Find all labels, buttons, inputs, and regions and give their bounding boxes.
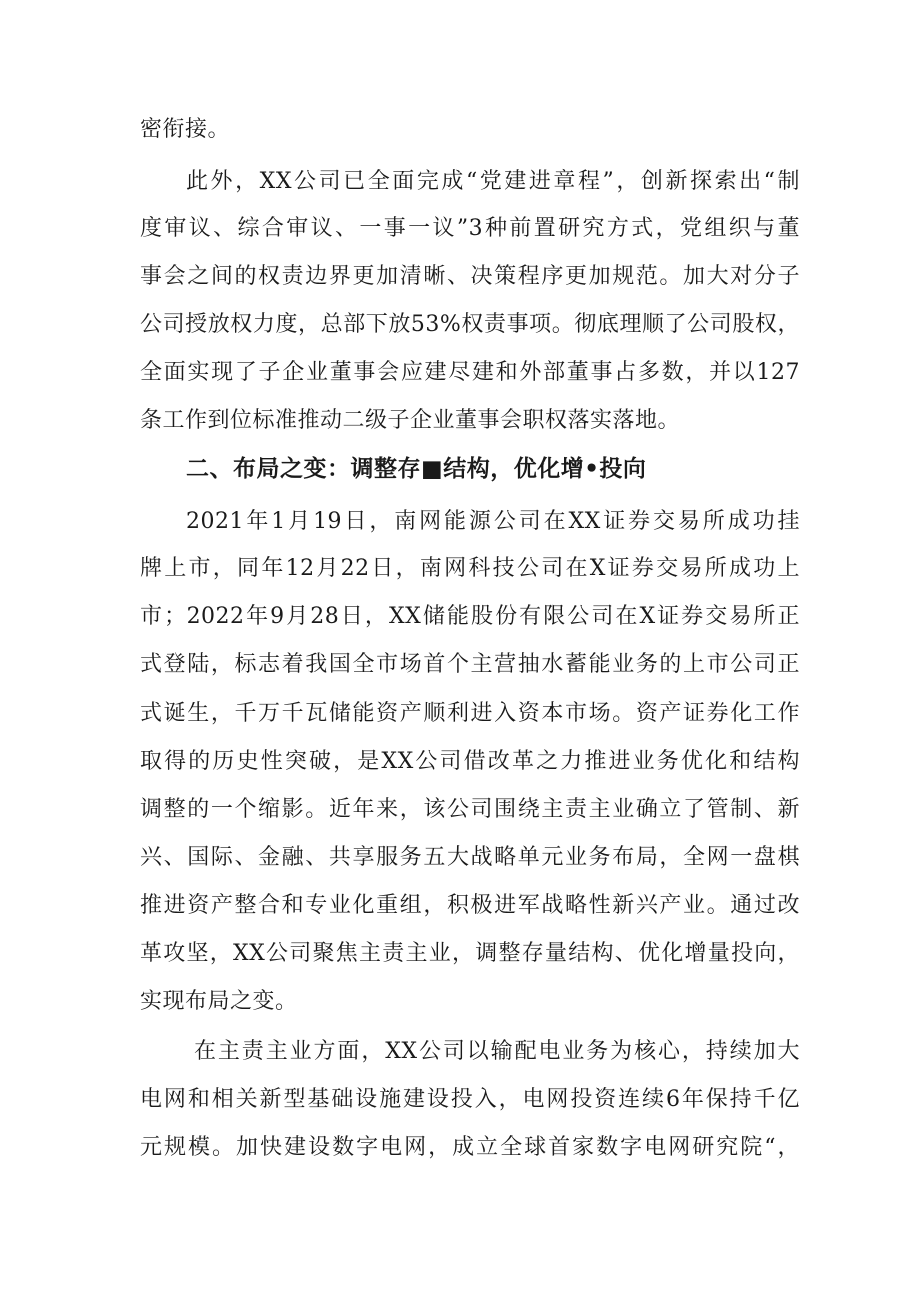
paragraph-line: 市；2022年9月28日，XX储能股份有限公司在X证券交易所正 (140, 604, 800, 629)
paragraph-line: 事会之间的权责边界更加清晰、决策程序更加规范。加大对分子 (140, 264, 800, 289)
paragraph-line: 全面实现了子企业董事会应建尽建和外部董事占多数，并以127 (140, 360, 800, 385)
paragraph-line: 式诞生，千万千瓦储能资产顺利进入资本市场。资产证券化工作 (140, 701, 800, 726)
paragraph-line: 条工作到位标准推动二级子企业董事会职权落实落地。 (140, 408, 681, 433)
paragraph-line: 推进资产整合和专业化重组，积极进军战略性新兴产业。通过改 (140, 893, 800, 918)
paragraph-line: 公司授放权力度，总部下放53%权责事项。彻底理顺了公司股权， (140, 312, 800, 337)
section-heading: 二、布局之变：调整存■结构，优化增•投向 (186, 456, 647, 482)
paragraph-line: 此外，XX公司已全面完成“党建进章程”，创新探索出“制 (186, 169, 800, 194)
paragraph-line: 度审议、综合审议、一事一议”3种前置研究方式，党组织与董 (140, 216, 800, 241)
paragraph-line: 电网和相关新型基础设施建设投入，电网投资连续6年保持千亿 (140, 1087, 800, 1112)
paragraph-continuation-line: 密衔接。 (140, 117, 231, 142)
paragraph-line: 在主责主业方面，XX公司以输配电业务为核心，持续加大 (194, 1039, 800, 1064)
paragraph-line: 兴、国际、金融、共享服务五大战略单元业务布局，全网一盘棋 (140, 845, 800, 870)
paragraph-line: 实现布局之变。 (140, 989, 298, 1014)
paragraph-line: 取得的历史性突破，是XX公司借改革之力推进业务优化和结构 (140, 749, 800, 774)
paragraph-line: 元规模。加快建设数字电网，成立全球首家数字电网研究院“， (140, 1135, 800, 1160)
paragraph-line: 革攻坚，XX公司聚焦主责主业，调整存量结构、优化增量投向， (140, 941, 800, 966)
paragraph-line: 2021年1月19日，南网能源公司在XX证券交易所成功挂 (186, 509, 800, 534)
paragraph-line: 调整的一个缩影。近年来，该公司围绕主责主业确立了管制、新 (140, 797, 800, 822)
paragraph-line: 牌上市，同年12月22日，南网科技公司在X证券交易所成功上 (140, 556, 800, 581)
paragraph-line: 式登陆，标志着我国全市场首个主营抽水蓄能业务的上市公司正 (140, 652, 800, 677)
